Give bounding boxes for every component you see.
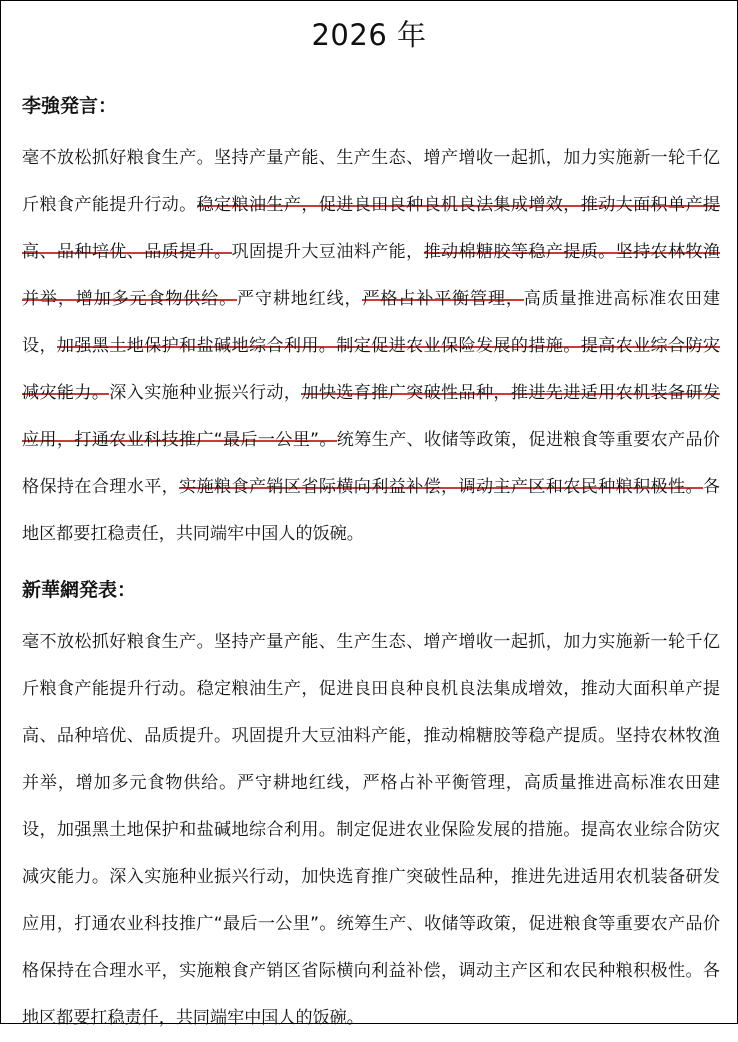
xinhua-published-paragraph	[22, 619, 720, 1042]
speech-segment: 毫不放松抓好粮食生产。坚持产量产能、生产生态、增产增收一起抓，加力实施新一轮千亿斤粮食产能提升行动。	[22, 148, 720, 215]
struck-segment: 推动棉糖胶等稳产提质。坚持农林牧渔并举，增加多元食物供给。	[22, 242, 721, 309]
li-qiang-speech-paragraph	[22, 135, 720, 558]
struck-segment: 严格占补平衡管理，	[362, 289, 524, 309]
speech-segment: 巩固提升大豆油料产能，	[231, 242, 424, 262]
section-heading-xinhua: 新華網発表：	[22, 579, 137, 601]
struck-segment: 加强黑土地保护和盐碱地综合利用。制定促进农业保险发展的措施。提高农业综合防灾减灾能力。	[22, 336, 721, 403]
speech-segment: 高质量推进高标准农田建设，	[22, 289, 721, 356]
published-text: 毫不放松抓好粮食生产。坚持产量产能、生产生态、增产增收一起抓，加力实施新一轮千亿斤粮食产能提升行动。稳定粮油生产，促进良田良种良机良法集成增效，推动大面积单产提高、品种培优、品质提升。巩固提升大豆油料产能，推动棉糖胶等稳产提质。坚持农林牧渔并举，增加多元食物供给。严守耕地红线，严格占补平衡管理，高质量推进高标准农田建设，加强黑土地保护和盐碱地综合利用。制定促进农业保险发展的措施。提高农业综合防灾减灾能力。深入实施种业振兴行动，加快选育推广突破性品种，推进先进适用农机装备研发应用，打通农业科技推广“最后一公里”。统筹生产、收储等政策，促进粮食等重要农产品价格保持在合理水平，实施粮食产销区省际横向利益补偿，调动主产区和农民种粮积极性。各地区都要扛稳责任，共同端牢中国人的饭碗。	[22, 632, 720, 1028]
struck-segment: 实施粮食产销区省际横向利益补偿，调动主产区和农民种粮积极性。	[179, 477, 703, 497]
struck-segment: 稳定粮油生产，促进良田良种良机良法集成增效，推动大面积单产提高、品种培优、品质提升。	[22, 195, 720, 262]
document-title: 2026 年	[311, 18, 427, 52]
section-heading-li-qiang: 李強発言：	[22, 95, 118, 117]
speech-segment: 各地区都要扛稳责任，共同端牢中国人的饭碗。	[22, 477, 721, 544]
speech-segment: 统筹生产、收储等政策，促进粮食等重要农产品价格保持在合理水平，	[22, 430, 720, 497]
speech-segment: 深入实施种业振兴行动，	[109, 383, 302, 403]
speech-segment: 严守耕地红线，	[237, 289, 363, 309]
struck-segment: 加快选育推广突破性品种，推进先进适用农机装备研发应用，打通农业科技推广“最后一公里”。	[22, 383, 721, 450]
